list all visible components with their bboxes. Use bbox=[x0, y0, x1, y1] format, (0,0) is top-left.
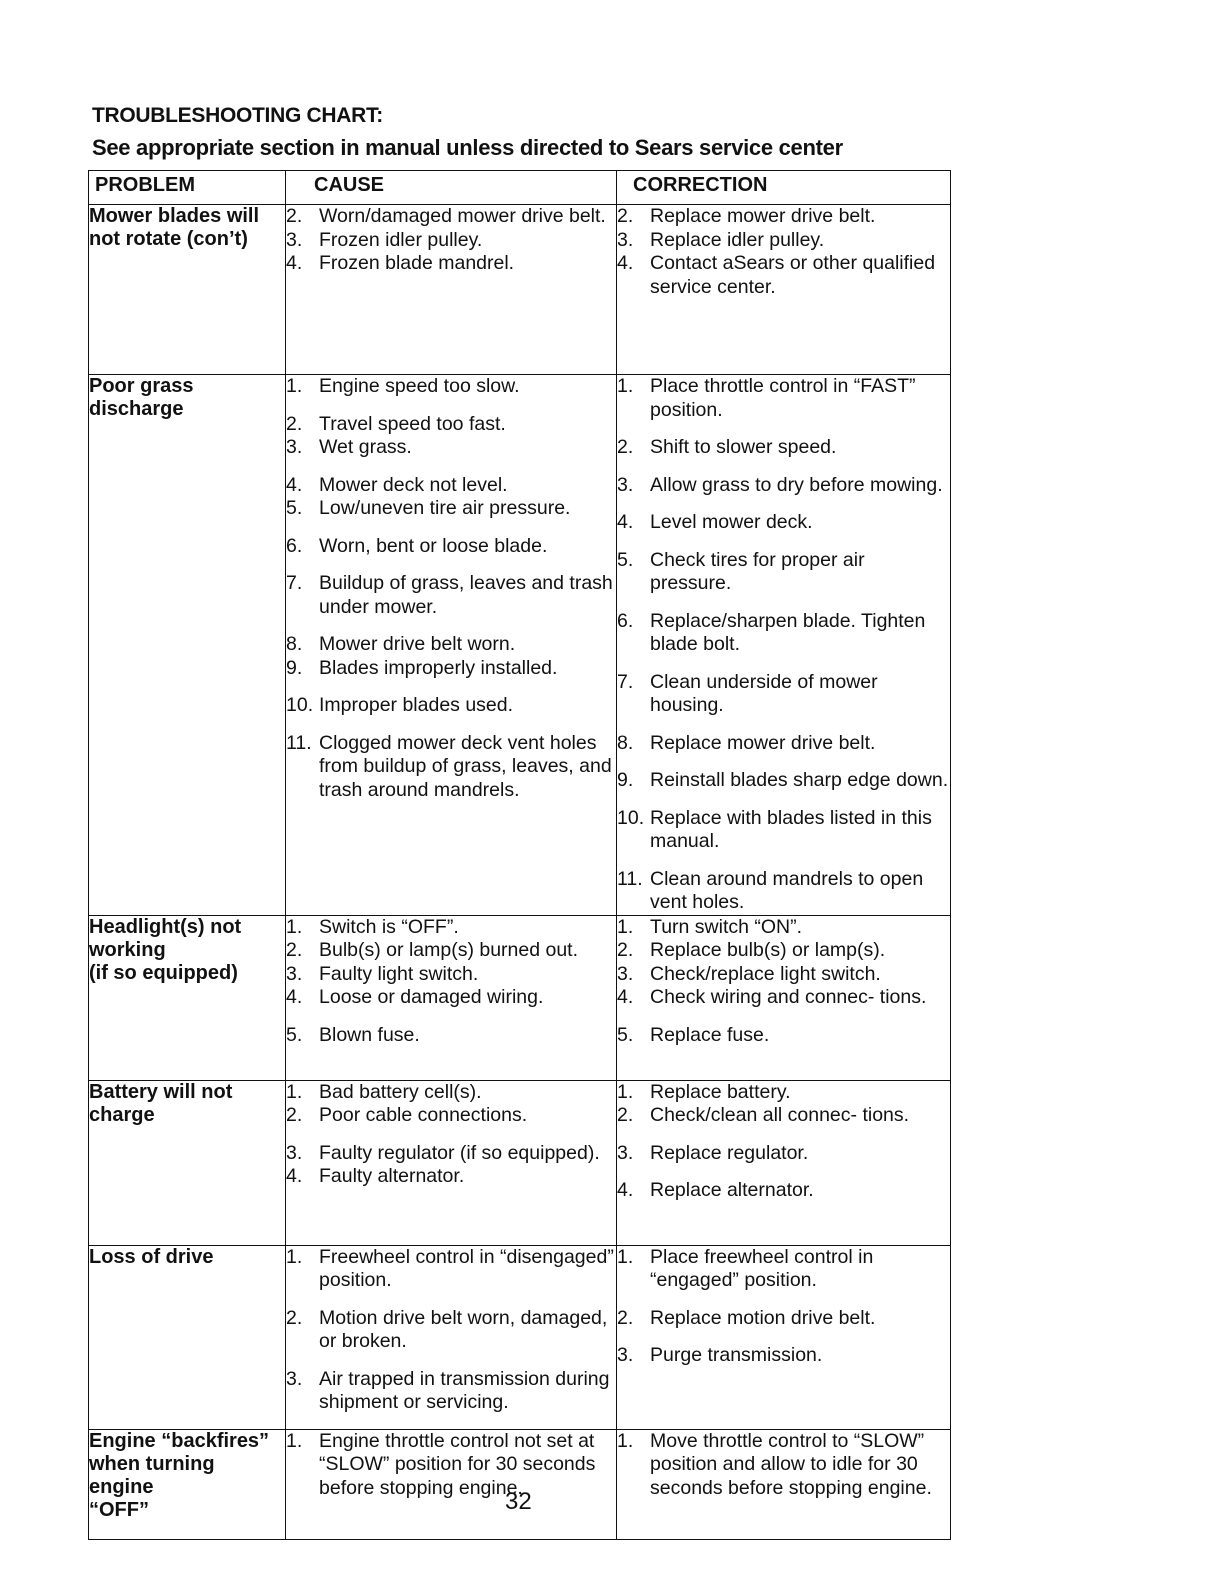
problem-text: working bbox=[89, 938, 166, 961]
table-row bbox=[89, 915, 951, 1080]
correction-item bbox=[617, 807, 950, 854]
item-number: 2. bbox=[617, 1104, 634, 1126]
problem-text: engine bbox=[89, 1475, 154, 1498]
problem-text: Headlight(s) not bbox=[89, 915, 242, 938]
item-text: Replace regulator. bbox=[650, 1141, 809, 1164]
item-number: 1. bbox=[286, 915, 303, 938]
item-text: Faulty alternator. bbox=[319, 1165, 465, 1187]
cause-cell bbox=[286, 1080, 617, 1245]
correction-item bbox=[617, 252, 950, 299]
correction-item bbox=[617, 610, 950, 657]
correction-item bbox=[617, 1142, 950, 1166]
correction-item bbox=[617, 939, 950, 963]
item-number: 4. bbox=[617, 1179, 634, 1201]
item-text: Clogged mower deck vent holes from buildup of grass, leaves, and trash around mandrels. bbox=[319, 731, 612, 801]
item-number: 5. bbox=[617, 548, 634, 571]
troubleshooting-table bbox=[88, 170, 951, 1540]
item-number: 4. bbox=[617, 511, 634, 533]
item-number: 2. bbox=[617, 436, 634, 458]
problem-cell bbox=[89, 375, 286, 916]
item-text: Replace/sharpen blade. Tighten blade bolt. bbox=[650, 609, 926, 655]
correction-item bbox=[617, 986, 950, 1010]
item-number: 2. bbox=[617, 939, 634, 961]
item-text: Replace motion drive belt. bbox=[650, 1306, 876, 1329]
item-number: 6. bbox=[286, 534, 303, 557]
table-row bbox=[89, 1429, 951, 1539]
cause-item bbox=[286, 252, 616, 276]
correction-item bbox=[617, 1307, 950, 1331]
item-number: 1. bbox=[286, 1429, 303, 1452]
cause-item bbox=[286, 939, 616, 963]
item-number: 3. bbox=[286, 1141, 303, 1164]
item-number: 8. bbox=[286, 633, 303, 655]
item-number: 2. bbox=[286, 1104, 303, 1126]
item-text: Low/uneven tire air pressure. bbox=[319, 497, 571, 519]
correction-item bbox=[617, 916, 950, 940]
item-text: Check tires for proper air pressure. bbox=[650, 548, 865, 594]
chart-subtitle: See appropriate section in manual unless directed to Sears service center bbox=[92, 135, 843, 160]
item-number: 4. bbox=[286, 1165, 303, 1187]
item-text: Shift to slower speed. bbox=[650, 436, 837, 458]
item-number: 5. bbox=[286, 1023, 303, 1046]
item-text: Allow grass to dry before mowing. bbox=[650, 473, 943, 496]
cause-item bbox=[286, 1142, 616, 1166]
item-text: Faulty light switch. bbox=[319, 962, 479, 985]
item-text: Faulty regulator (if so equipped). bbox=[319, 1141, 600, 1164]
correction-item bbox=[617, 511, 950, 535]
item-number: 3. bbox=[617, 228, 634, 251]
item-text: Bad battery cell(s). bbox=[319, 1080, 482, 1103]
problem-cell bbox=[89, 1429, 286, 1539]
cause-item bbox=[286, 229, 616, 253]
item-text: Engine throttle control not set at “SLOW” position for 30 seconds before stopping engine. bbox=[319, 1429, 596, 1499]
header-cause: CAUSE bbox=[286, 171, 617, 205]
item-text: Reinstall blades sharp edge down. bbox=[650, 769, 949, 791]
item-text: Loose or damaged wiring. bbox=[319, 986, 544, 1008]
item-text: Blown fuse. bbox=[319, 1023, 420, 1046]
problem-text: Loss of drive bbox=[89, 1245, 214, 1268]
item-number: 5. bbox=[286, 497, 303, 519]
problem-text: not rotate (con’t) bbox=[89, 228, 248, 250]
table-row bbox=[89, 375, 951, 916]
item-text: Engine speed too slow. bbox=[319, 375, 520, 397]
cause-item bbox=[286, 1430, 616, 1501]
item-number: 1. bbox=[617, 915, 634, 938]
cause-item bbox=[286, 1246, 616, 1293]
problem-text: discharge bbox=[89, 398, 184, 420]
item-number: 4. bbox=[286, 252, 303, 274]
cause-cell bbox=[286, 1245, 617, 1429]
item-number: 1. bbox=[286, 1245, 303, 1268]
item-number: 4. bbox=[286, 473, 303, 496]
correction-cell bbox=[617, 915, 951, 1080]
item-number: 10. bbox=[286, 694, 314, 716]
problem-cell bbox=[89, 205, 286, 375]
item-text: Bulb(s) or lamp(s) burned out. bbox=[319, 939, 579, 961]
cause-item bbox=[286, 436, 616, 460]
cause-item bbox=[286, 986, 616, 1010]
correction-item bbox=[617, 671, 950, 718]
cause-item bbox=[286, 535, 616, 559]
cause-item bbox=[286, 413, 616, 437]
chart-title: TROUBLESHOOTING CHART: bbox=[92, 104, 383, 127]
problem-text: Engine “backfires” bbox=[89, 1429, 270, 1452]
correction-item bbox=[617, 1024, 950, 1048]
correction-cell bbox=[617, 1245, 951, 1429]
item-number: 11. bbox=[617, 867, 643, 890]
cause-cell bbox=[286, 205, 617, 375]
item-text: Check wiring and connec- tions. bbox=[650, 986, 927, 1008]
cause-item bbox=[286, 572, 616, 619]
item-text: Replace fuse. bbox=[650, 1023, 770, 1046]
problem-text: Poor grass bbox=[89, 375, 194, 397]
table-row bbox=[89, 1245, 951, 1429]
cause-item bbox=[286, 1024, 616, 1048]
header-correction: CORRECTION bbox=[617, 171, 951, 205]
item-number: 4. bbox=[617, 986, 634, 1008]
correction-item bbox=[617, 1344, 950, 1368]
item-number: 5. bbox=[617, 1023, 634, 1046]
item-text: Frozen idler pulley. bbox=[319, 228, 483, 251]
item-text: Mower drive belt worn. bbox=[319, 633, 516, 655]
item-text: Level mower deck. bbox=[650, 511, 813, 533]
correction-item bbox=[617, 205, 950, 229]
cause-item bbox=[286, 916, 616, 940]
item-number: 3. bbox=[286, 962, 303, 985]
cause-item bbox=[286, 1307, 616, 1354]
item-text: Worn, bent or loose blade. bbox=[319, 534, 548, 557]
cause-item bbox=[286, 1165, 616, 1189]
item-number: 4. bbox=[617, 252, 634, 274]
page-number: 32 bbox=[505, 1488, 532, 1515]
cause-item bbox=[286, 1104, 616, 1128]
problem-cell bbox=[89, 1245, 286, 1429]
cause-item bbox=[286, 1368, 616, 1415]
correction-item bbox=[617, 229, 950, 253]
problem-text: (if so equipped) bbox=[89, 961, 238, 984]
item-number: 8. bbox=[617, 731, 634, 754]
item-number: 2. bbox=[617, 205, 634, 227]
cause-cell bbox=[286, 915, 617, 1080]
correction-item bbox=[617, 1179, 950, 1203]
item-number: 1. bbox=[617, 1429, 634, 1452]
cause-item bbox=[286, 375, 616, 399]
cause-cell bbox=[286, 375, 617, 916]
item-text: Poor cable connections. bbox=[319, 1104, 528, 1126]
correction-item bbox=[617, 963, 950, 987]
item-text: Mower deck not level. bbox=[319, 473, 508, 496]
problem-cell bbox=[89, 1080, 286, 1245]
item-number: 1. bbox=[286, 375, 303, 397]
item-text: Replace alternator. bbox=[650, 1179, 814, 1201]
correction-cell bbox=[617, 205, 951, 375]
item-text: Freewheel control in “disengaged” position. bbox=[319, 1245, 614, 1291]
cause-item bbox=[286, 205, 616, 229]
item-text: Air trapped in transmission during shipment or servicing. bbox=[319, 1367, 610, 1413]
item-number: 1. bbox=[617, 375, 634, 397]
cause-item bbox=[286, 694, 616, 718]
item-text: Travel speed too fast. bbox=[319, 412, 506, 435]
item-text: Check/clean all connec- tions. bbox=[650, 1104, 910, 1126]
item-number: 2. bbox=[286, 412, 303, 435]
cause-item bbox=[286, 1081, 616, 1105]
correction-item bbox=[617, 436, 950, 460]
item-number: 6. bbox=[617, 609, 634, 632]
correction-item bbox=[617, 549, 950, 596]
item-text: Switch is “OFF”. bbox=[319, 915, 459, 938]
item-text: Place throttle control in “FAST” position. bbox=[650, 375, 916, 421]
item-number: 3. bbox=[617, 1344, 634, 1366]
item-number: 3. bbox=[286, 228, 303, 251]
item-text: Replace idler pulley. bbox=[650, 228, 825, 251]
item-number: 3. bbox=[617, 1141, 634, 1164]
item-text: Buildup of grass, leaves and trash under mower. bbox=[319, 572, 613, 618]
item-number: 11. bbox=[286, 731, 312, 754]
item-number: 1. bbox=[617, 1245, 634, 1268]
cause-item bbox=[286, 474, 616, 498]
item-text: Replace mower drive belt. bbox=[650, 731, 876, 754]
correction-item bbox=[617, 474, 950, 498]
item-text: Replace with blades listed in this manual. bbox=[650, 806, 932, 852]
item-text: Move throttle control to “SLOW” position and allow to idle for 30 seconds before stopping engine. bbox=[650, 1429, 932, 1499]
problem-text: “OFF” bbox=[89, 1498, 149, 1521]
item-number: 2. bbox=[286, 1306, 303, 1329]
cause-item bbox=[286, 633, 616, 657]
correction-item bbox=[617, 1081, 950, 1105]
item-text: Replace mower drive belt. bbox=[650, 205, 876, 227]
item-text: Contact aSears or other qualified service center. bbox=[650, 252, 936, 298]
item-number: 1. bbox=[617, 1080, 634, 1103]
item-text: Place freewheel control in “engaged” position. bbox=[650, 1245, 874, 1291]
item-text: Improper blades used. bbox=[319, 694, 514, 716]
problem-text: when turning bbox=[89, 1452, 215, 1475]
correction-cell bbox=[617, 1429, 951, 1539]
item-number: 3. bbox=[286, 1367, 303, 1390]
item-text: Replace battery. bbox=[650, 1080, 791, 1103]
problem-text: Battery will not bbox=[89, 1080, 233, 1103]
cause-cell bbox=[286, 1429, 617, 1539]
cause-item bbox=[286, 497, 616, 521]
item-text: Blades improperly installed. bbox=[319, 656, 558, 679]
correction-item bbox=[617, 732, 950, 756]
cause-item bbox=[286, 732, 616, 803]
header-problem: PROBLEM bbox=[89, 171, 286, 205]
cause-item bbox=[286, 657, 616, 681]
problem-text: Mower blades will bbox=[89, 205, 260, 227]
item-number: 2. bbox=[286, 205, 303, 227]
correction-item bbox=[617, 1104, 950, 1128]
correction-cell bbox=[617, 375, 951, 916]
correction-item bbox=[617, 769, 950, 793]
item-text: Wet grass. bbox=[319, 436, 412, 458]
item-text: Check/replace light switch. bbox=[650, 962, 881, 985]
item-text: Replace bulb(s) or lamp(s). bbox=[650, 939, 886, 961]
table-row bbox=[89, 1080, 951, 1245]
item-number: 7. bbox=[286, 572, 303, 594]
problem-text: charge bbox=[89, 1103, 155, 1126]
table-row bbox=[89, 205, 951, 375]
header-row bbox=[89, 171, 951, 205]
item-text: Clean underside of mower housing. bbox=[650, 670, 878, 716]
correction-item bbox=[617, 1430, 950, 1501]
item-number: 7. bbox=[617, 670, 634, 693]
table-body bbox=[89, 205, 951, 1540]
correction-cell bbox=[617, 1080, 951, 1245]
item-number: 9. bbox=[286, 656, 303, 679]
problem-cell bbox=[89, 915, 286, 1080]
item-text: Clean around mandrels to open vent holes. bbox=[650, 867, 924, 913]
item-number: 3. bbox=[617, 473, 634, 496]
item-number: 3. bbox=[617, 962, 634, 985]
item-number: 3. bbox=[286, 436, 303, 458]
item-text: Purge transmission. bbox=[650, 1344, 823, 1366]
item-text: Worn/damaged mower drive belt. bbox=[319, 205, 606, 227]
item-number: 1. bbox=[286, 1080, 303, 1103]
item-number: 10. bbox=[617, 806, 645, 829]
item-number: 2. bbox=[286, 939, 303, 961]
correction-item bbox=[617, 868, 950, 915]
item-number: 2. bbox=[617, 1306, 634, 1329]
correction-item bbox=[617, 375, 950, 422]
item-text: Frozen blade mandrel. bbox=[319, 252, 515, 274]
correction-item bbox=[617, 1246, 950, 1293]
item-number: 9. bbox=[617, 769, 634, 791]
item-text: Motion drive belt worn, damaged, or broken. bbox=[319, 1306, 608, 1352]
cause-item bbox=[286, 963, 616, 987]
item-number: 4. bbox=[286, 986, 303, 1008]
item-text: Turn switch “ON”. bbox=[650, 915, 803, 938]
